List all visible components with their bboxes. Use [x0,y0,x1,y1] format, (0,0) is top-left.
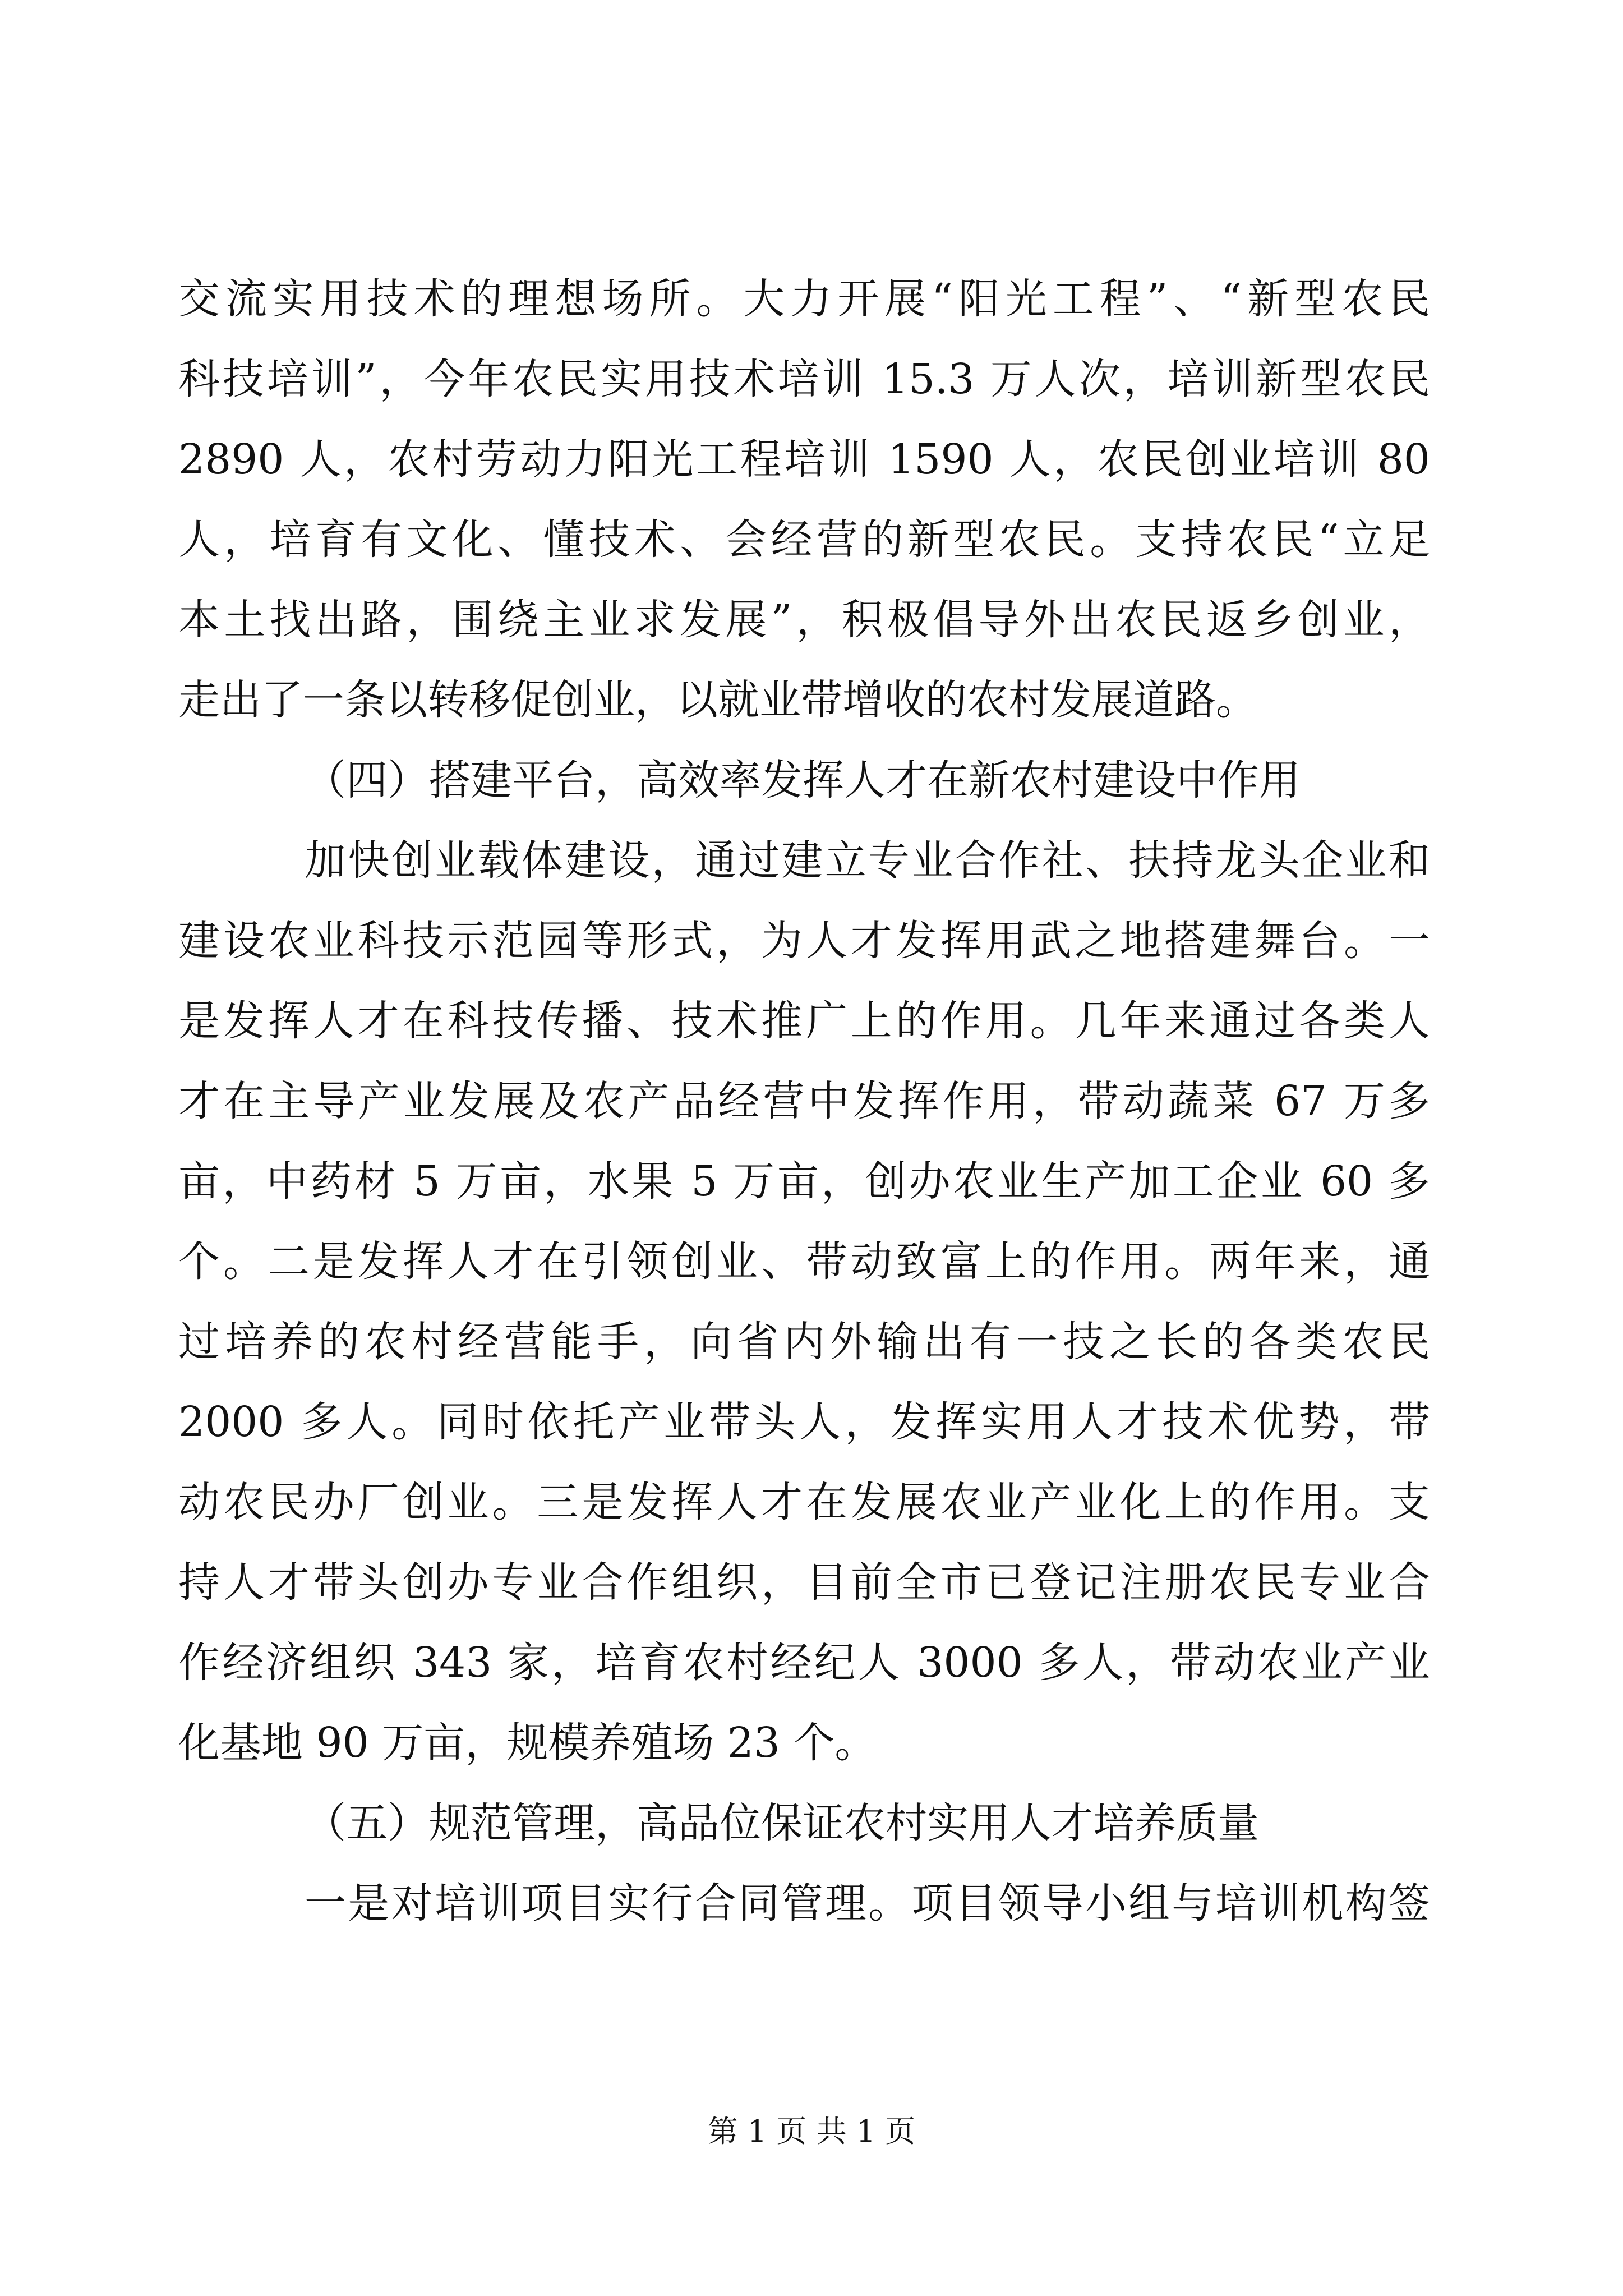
text-line: 持人才带头创办专业合作组织，目前全市已登记注册农民专业合 [178,1558,1430,1607]
text-line: 建设农业科技示范园等形式，为人才发挥用武之地搭建舞台。一 [178,917,1430,965]
text-line: 走出了一条以转移促创业，以就业带增收的农村发展道路。 [178,676,1257,724]
text-line: 科技培训”，今年农民实用技术培训 15.3 万人次，培训新型农民 [178,355,1430,403]
text-line: 亩，中药材 5 万亩，水果 5 万亩，创办农业生产加工企业 60 多 [178,1157,1430,1205]
text-line: 交流实用技术的理想场所。大力开展“阳光工程”、“新型农民 [178,275,1430,323]
text-line: 是发挥人才在科技传播、技术推广上的作用。几年来通过各类人 [178,997,1430,1045]
text-line: 2000 多人。同时依托产业带头人，发挥实用人才技术优势，带 [178,1398,1430,1446]
text-line: 动农民办厂创业。三是发挥人才在发展农业产业化上的作用。支 [178,1478,1430,1526]
document-body [178,259,1430,1944]
text-line: 个。二是发挥人才在引领创业、带动致富上的作用。两年来，通 [178,1237,1430,1286]
text-line: 人，培育有文化、懂技术、会经营的新型农民。支持农民“立足 [178,516,1430,564]
text-line: 过培养的农村经营能手，向省内外输出有一技之长的各类农民 [178,1318,1430,1366]
text-line: 加快创业载体建设，通过建立专业合作社、扶持龙头企业和 [305,836,1430,885]
text-line: 化基地 90 万亩，规模养殖场 23 个。 [178,1719,877,1767]
text-line: 一是对培训项目实行合同管理。项目领导小组与培训机构签 [305,1879,1430,1927]
text-line: 2890 人，农村劳动力阳光工程培训 1590 人，农民创业培训 80 [178,435,1430,484]
text-line: 本土找出路，围绕主业求发展”，积极倡导外出农民返乡创业， [178,596,1430,644]
text-line: 才在主导产业发展及农产品经营中发挥作用，带动蔬菜 67 万多 [178,1077,1430,1125]
section-heading: （五）规范管理，高品位保证农村实用人才培养质量 [305,1799,1259,1847]
text-line: 作经济组织 343 家，培育农村经纪人 3000 多人，带动农业产业 [178,1639,1430,1687]
page-footer [0,2112,1623,2151]
page-number-label: 第 1 页 共 1 页 [707,2114,916,2149]
section-heading: （四）搭建平台，高效率发挥人才在新农村建设中作用 [305,756,1301,804]
